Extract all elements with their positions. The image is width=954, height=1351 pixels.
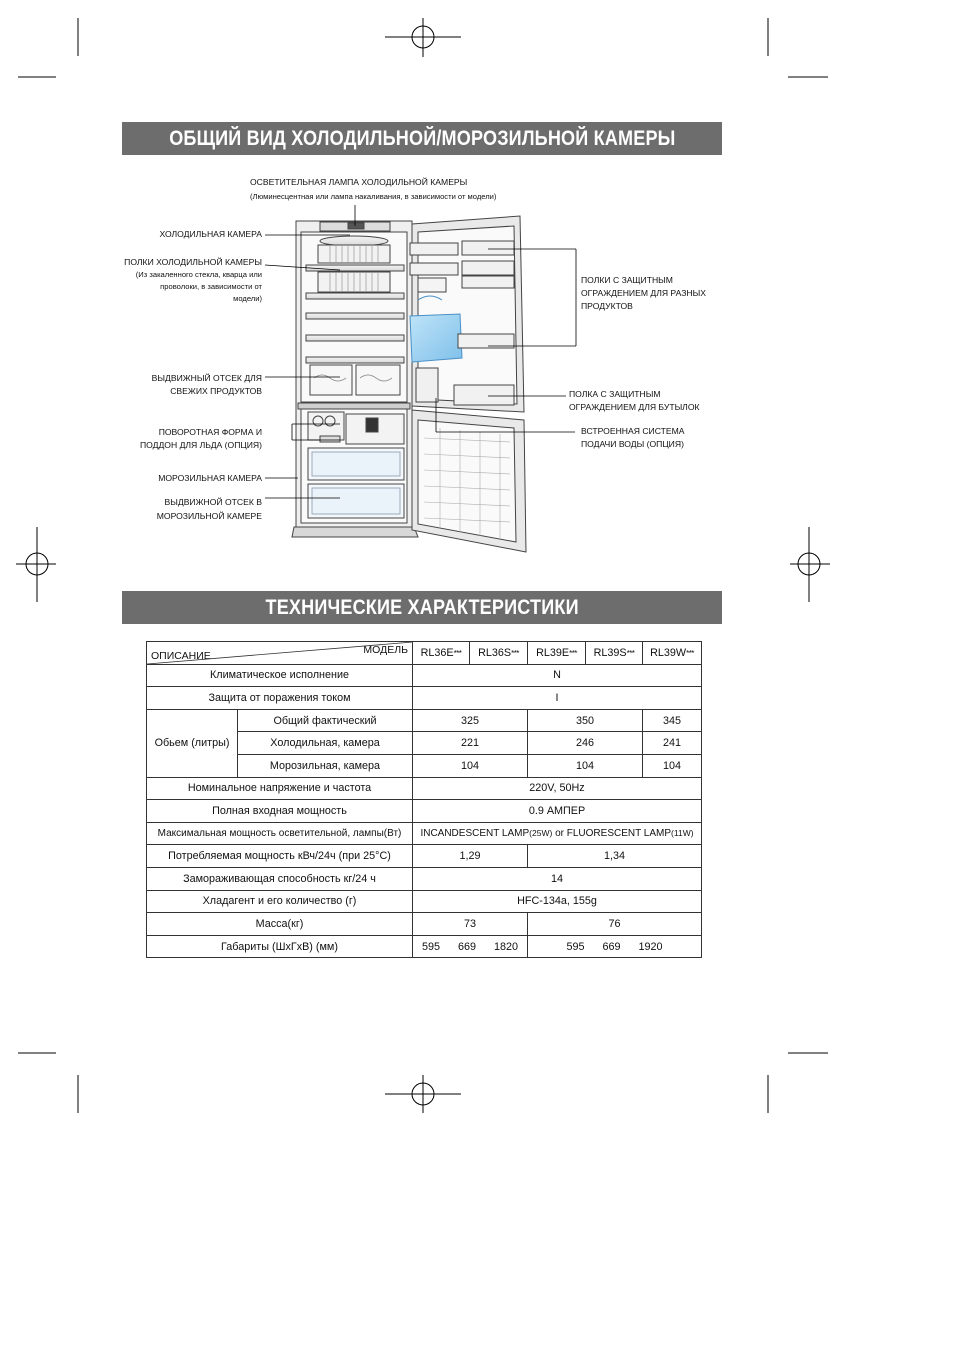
model-cell: RL36S*** [470, 642, 528, 665]
row-label: Масса(кг) [147, 913, 413, 936]
row-value: N [413, 664, 702, 687]
row-label: Замораживающая способность кг/24 ч [147, 867, 413, 890]
row-value: 246 [528, 732, 643, 755]
row-label: Хладагент и его количество (г) [147, 890, 413, 913]
label-shelves-note-3: модели) [233, 294, 262, 303]
label-lamp-note: (Люминесцентная или лампа накаливания, в зависимости от модели) [250, 192, 497, 201]
table-row [147, 777, 702, 800]
row-value: 241 [643, 732, 702, 755]
label-lamp: ОСВЕТИТЕЛЬНАЯ ЛАМПА ХОЛОДИЛЬНОЙ КАМЕРЫ [250, 177, 468, 187]
model-cell: RL39E*** [528, 642, 586, 665]
label-ice-2: ПОДДОН ДЛЯ ЛЬДА (ОПЦИЯ) [140, 440, 262, 450]
table-row [147, 687, 702, 710]
row-value: 350 [528, 709, 643, 732]
label-door-shelves-2: ОГРАЖДЕНИЕМ ДЛЯ РАЗНЫХ [581, 288, 706, 298]
spec-table [146, 641, 702, 958]
table-row [147, 935, 702, 958]
table-row [147, 822, 702, 845]
label-shelves-note-2: проволоки, в зависимости от [160, 282, 262, 291]
row-value: 104 [528, 754, 643, 777]
section-title-specs: ТЕХНИЧЕСКИЕ ХАРАКТЕРИСТИКИ [122, 591, 722, 624]
row-sublabel: Общий фактический [238, 709, 413, 732]
table-row [147, 642, 702, 665]
row-sublabel: Морозильная, камера [238, 754, 413, 777]
header-desc: ОПИСАНИЕ [151, 649, 211, 662]
label-door-shelves-3: ПРОДУКТОВ [581, 301, 633, 311]
row-label: Климатическое исполнение [147, 664, 413, 687]
row-value: 221 [413, 732, 528, 755]
row-value: 1,29 [413, 845, 528, 868]
row-value: HFC-134a, 155g [413, 890, 702, 913]
table-row [147, 913, 702, 936]
label-door-shelves-1: ПОЛКИ С ЗАЩИТНЫМ [581, 275, 673, 285]
table-row [147, 845, 702, 868]
row-label: Защита от поражения током [147, 687, 413, 710]
row-label: Потребляемая мощность кВч/24ч (при 25°C) [147, 845, 413, 868]
row-sublabel: Холодильная, камера [238, 732, 413, 755]
row-label: Полная входная мощность [147, 800, 413, 823]
row-value: 0.9 АМПЕР [413, 800, 702, 823]
row-value: 14 [413, 867, 702, 890]
row-label: Максимальная мощность осветительной, лампы(Вт) [147, 822, 413, 845]
model-cell: RL36E*** [413, 642, 470, 665]
label-shelves-note-1: (Из закаленного стекла, кварца или [135, 270, 262, 279]
label-shelves: ПОЛКИ ХОЛОДИЛЬНОЙ КАМЕРЫ [124, 257, 262, 267]
label-freezer-drawer-1: ВЫДВИЖНОЙ ОТСЕК В [164, 497, 262, 507]
row-value: I [413, 687, 702, 710]
label-freezer: МОРОЗИЛЬНАЯ КАМЕРА [158, 473, 262, 483]
row-value: 595 669 1820 [413, 935, 528, 958]
row-value: 73 [413, 913, 528, 936]
row-label: Габариты (ШхГхВ) (мм) [147, 935, 413, 958]
label-water-1: ВСТРОЕННАЯ СИСТЕМА [581, 426, 685, 436]
label-ice-1: ПОВОРОТНАЯ ФОРМА И [158, 427, 262, 437]
row-value: 345 [643, 709, 702, 732]
label-crisper-1: ВЫДВИЖНЫЙ ОТСЕК ДЛЯ [151, 373, 262, 383]
label-fridge-compartment: ХОЛОДИЛЬНАЯ КАМЕРА [159, 229, 262, 239]
row-value: 76 [528, 913, 702, 936]
section-title-overview: ОБЩИЙ ВИД ХОЛОДИЛЬНОЙ/МОРОЗИЛЬНОЙ КАМЕРЫ [122, 122, 722, 155]
row-value: 220V, 50Hz [413, 777, 702, 800]
row-label: Обьем (литры) [147, 709, 238, 777]
row-value: 595 669 1920 [528, 935, 702, 958]
label-bottle-1: ПОЛКА С ЗАЩИТНЫМ [569, 389, 661, 399]
row-value: 325 [413, 709, 528, 732]
table-row [147, 867, 702, 890]
row-value: 104 [413, 754, 528, 777]
row-label: Номинальное напряжение и частота [147, 777, 413, 800]
label-freezer-drawer-2: МОРОЗИЛЬНОЙ КАМЕРЕ [156, 511, 262, 521]
label-water-2: ПОДАЧИ ВОДЫ (ОПЦИЯ) [581, 439, 684, 449]
model-cell: RL39W*** [643, 642, 702, 665]
table-row [147, 709, 702, 732]
model-cell: RL39S*** [586, 642, 643, 665]
label-bottle-2: ОГРАЖДЕНИЕМ ДЛЯ БУТЫЛОК [569, 402, 700, 412]
table-row [147, 800, 702, 823]
table-row [147, 890, 702, 913]
label-crisper-2: СВЕЖИХ ПРОДУКТОВ [170, 386, 262, 396]
table-row [147, 664, 702, 687]
row-value: 104 [643, 754, 702, 777]
header-diagonal-cell [147, 642, 413, 665]
row-value: INCANDESCENT LAMP(25W) or FLUORESCENT LAMP(11W) [413, 822, 702, 845]
header-model: МОДЕЛЬ [363, 644, 408, 656]
row-value: 1,34 [528, 845, 702, 868]
